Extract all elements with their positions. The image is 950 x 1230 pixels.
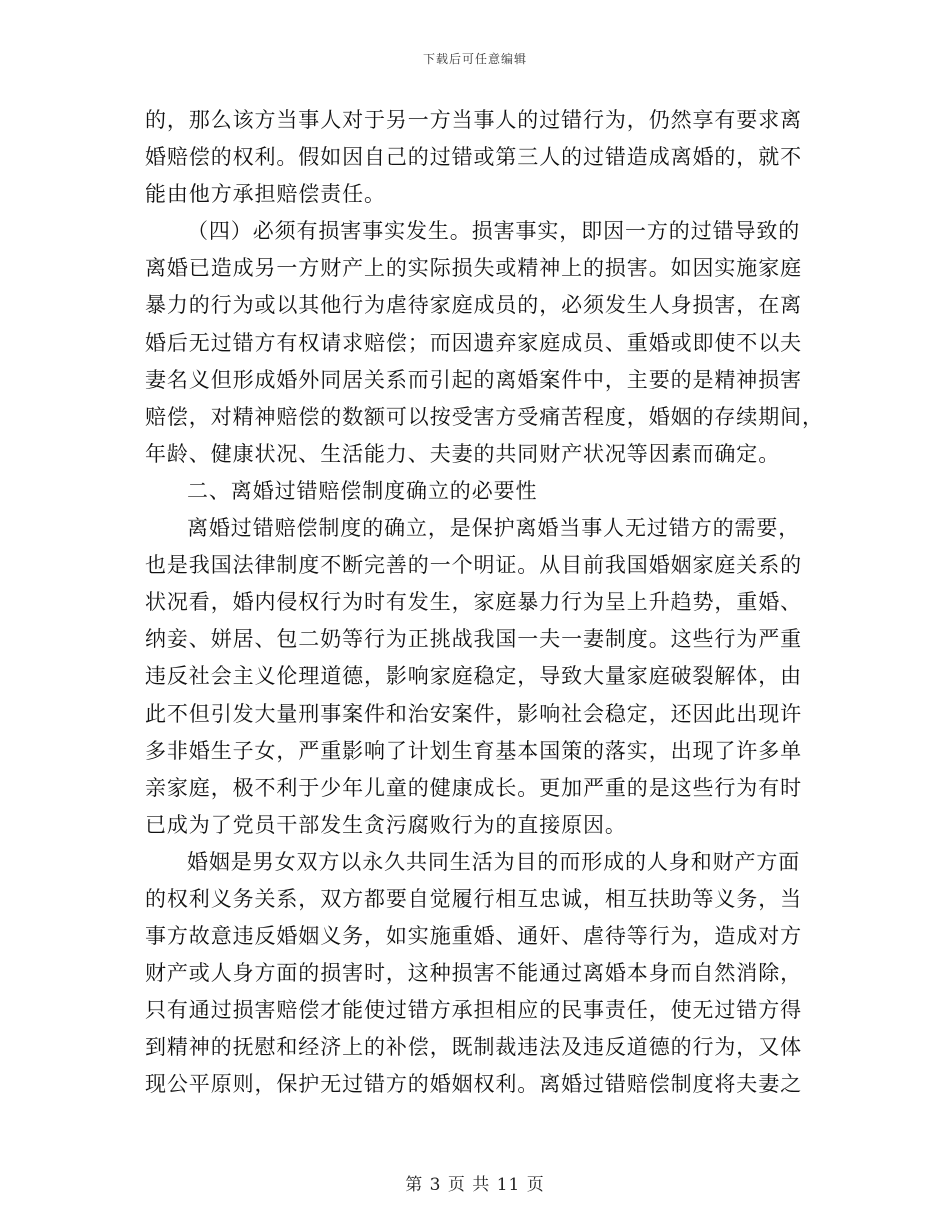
text-line: 财产或人身方面的损害时，这种损害不能通过离婚本身而自然消除，	[145, 961, 802, 986]
text-line: 的权利义务关系，双方都要自觉履行相互忠诚，相互扶助等义务，当	[145, 886, 802, 911]
text-line: 暴力的行为或以其他行为虐待家庭成员的，必须发生人身损害，在离	[145, 293, 802, 318]
document-body	[145, 102, 824, 1104]
text-line: 纳妾、姘居、包二奶等行为正挑战我国一夫一妻制度。这些行为严重	[145, 627, 802, 652]
text-line: 二、离婚过错赔偿制度确立的必要性	[187, 478, 538, 503]
text-line: 离婚已造成另一方财产上的实际损失或精神上的损害。如因实施家庭	[145, 256, 802, 281]
page-footer: 第 3 页 共 11 页	[405, 1175, 545, 1195]
text-line: 违反社会主义伦理道德，影响家庭稳定，导致大量家庭破裂解体，由	[145, 664, 802, 689]
text-line: 事方故意违反婚姻义务，如实施重婚、通奸、虐待等行为，造成对方	[145, 924, 802, 949]
text-line: 状况看，婚内侵权行为时有发生，家庭暴力行为呈上升趋势，重婚、	[145, 590, 802, 615]
text-line: 到精神的抚慰和经济上的补偿，既制裁违法及违反道德的行为，又体	[145, 1035, 802, 1060]
text-line: 赔偿，对精神赔偿的数额可以按受害方受痛苦程度，婚姻的存续期间，	[145, 404, 824, 429]
text-line: 多非婚生子女，严重影响了计划生育基本国策的落实，出现了许多单	[145, 738, 802, 763]
text-line: 年龄、健康状况、生活能力、夫妻的共同财产状况等因素而确定。	[145, 441, 781, 466]
text-line: （四）必须有损害事实发生。损害事实，即因一方的过错导致的	[187, 219, 801, 244]
text-line: 现公平原则，保护无过错方的婚姻权利。离婚过错赔偿制度将夫妻之	[145, 1072, 802, 1097]
text-line: 的，那么该方当事人对于另一方当事人的过错行为，仍然享有要求离	[145, 108, 802, 132]
text-line: 婚姻是男女双方以永久共同生活为目的而形成的人身和财产方面	[187, 849, 801, 874]
text-line: 婚赔偿的权利。假如因自己的过错或第三人的过错造成离婚的，就不	[145, 145, 802, 170]
text-line: 妻名义但形成婚外同居关系而引起的离婚案件中，主要的是精神损害	[145, 367, 802, 392]
text-line: 能由他方承担赔偿责任。	[145, 182, 386, 207]
text-line: 亲家庭，极不利于少年儿童的健康成长。更加严重的是这些行为有时	[145, 775, 802, 800]
text-line: 此不但引发大量刑事案件和治安案件，影响社会稳定，还因此出现许	[145, 701, 802, 726]
text-line: 只有通过损害赔偿才能使过错方承担相应的民事责任，使无过错方得	[145, 998, 802, 1023]
text-line: 婚后无过错方有权请求赔偿；而因遗弃家庭成员、重婚或即使不以夫	[145, 330, 802, 355]
text-line: 也是我国法律制度不断完善的一个明证。从目前我国婚姻家庭关系的	[145, 553, 802, 578]
text-line: 离婚过错赔偿制度的确立，是保护离婚当事人无过错方的需要，	[187, 516, 801, 541]
page-header: 下载后可任意编辑	[422, 52, 527, 66]
text-line: 已成为了党员干部发生贪污腐败行为的直接原因。	[145, 812, 627, 837]
